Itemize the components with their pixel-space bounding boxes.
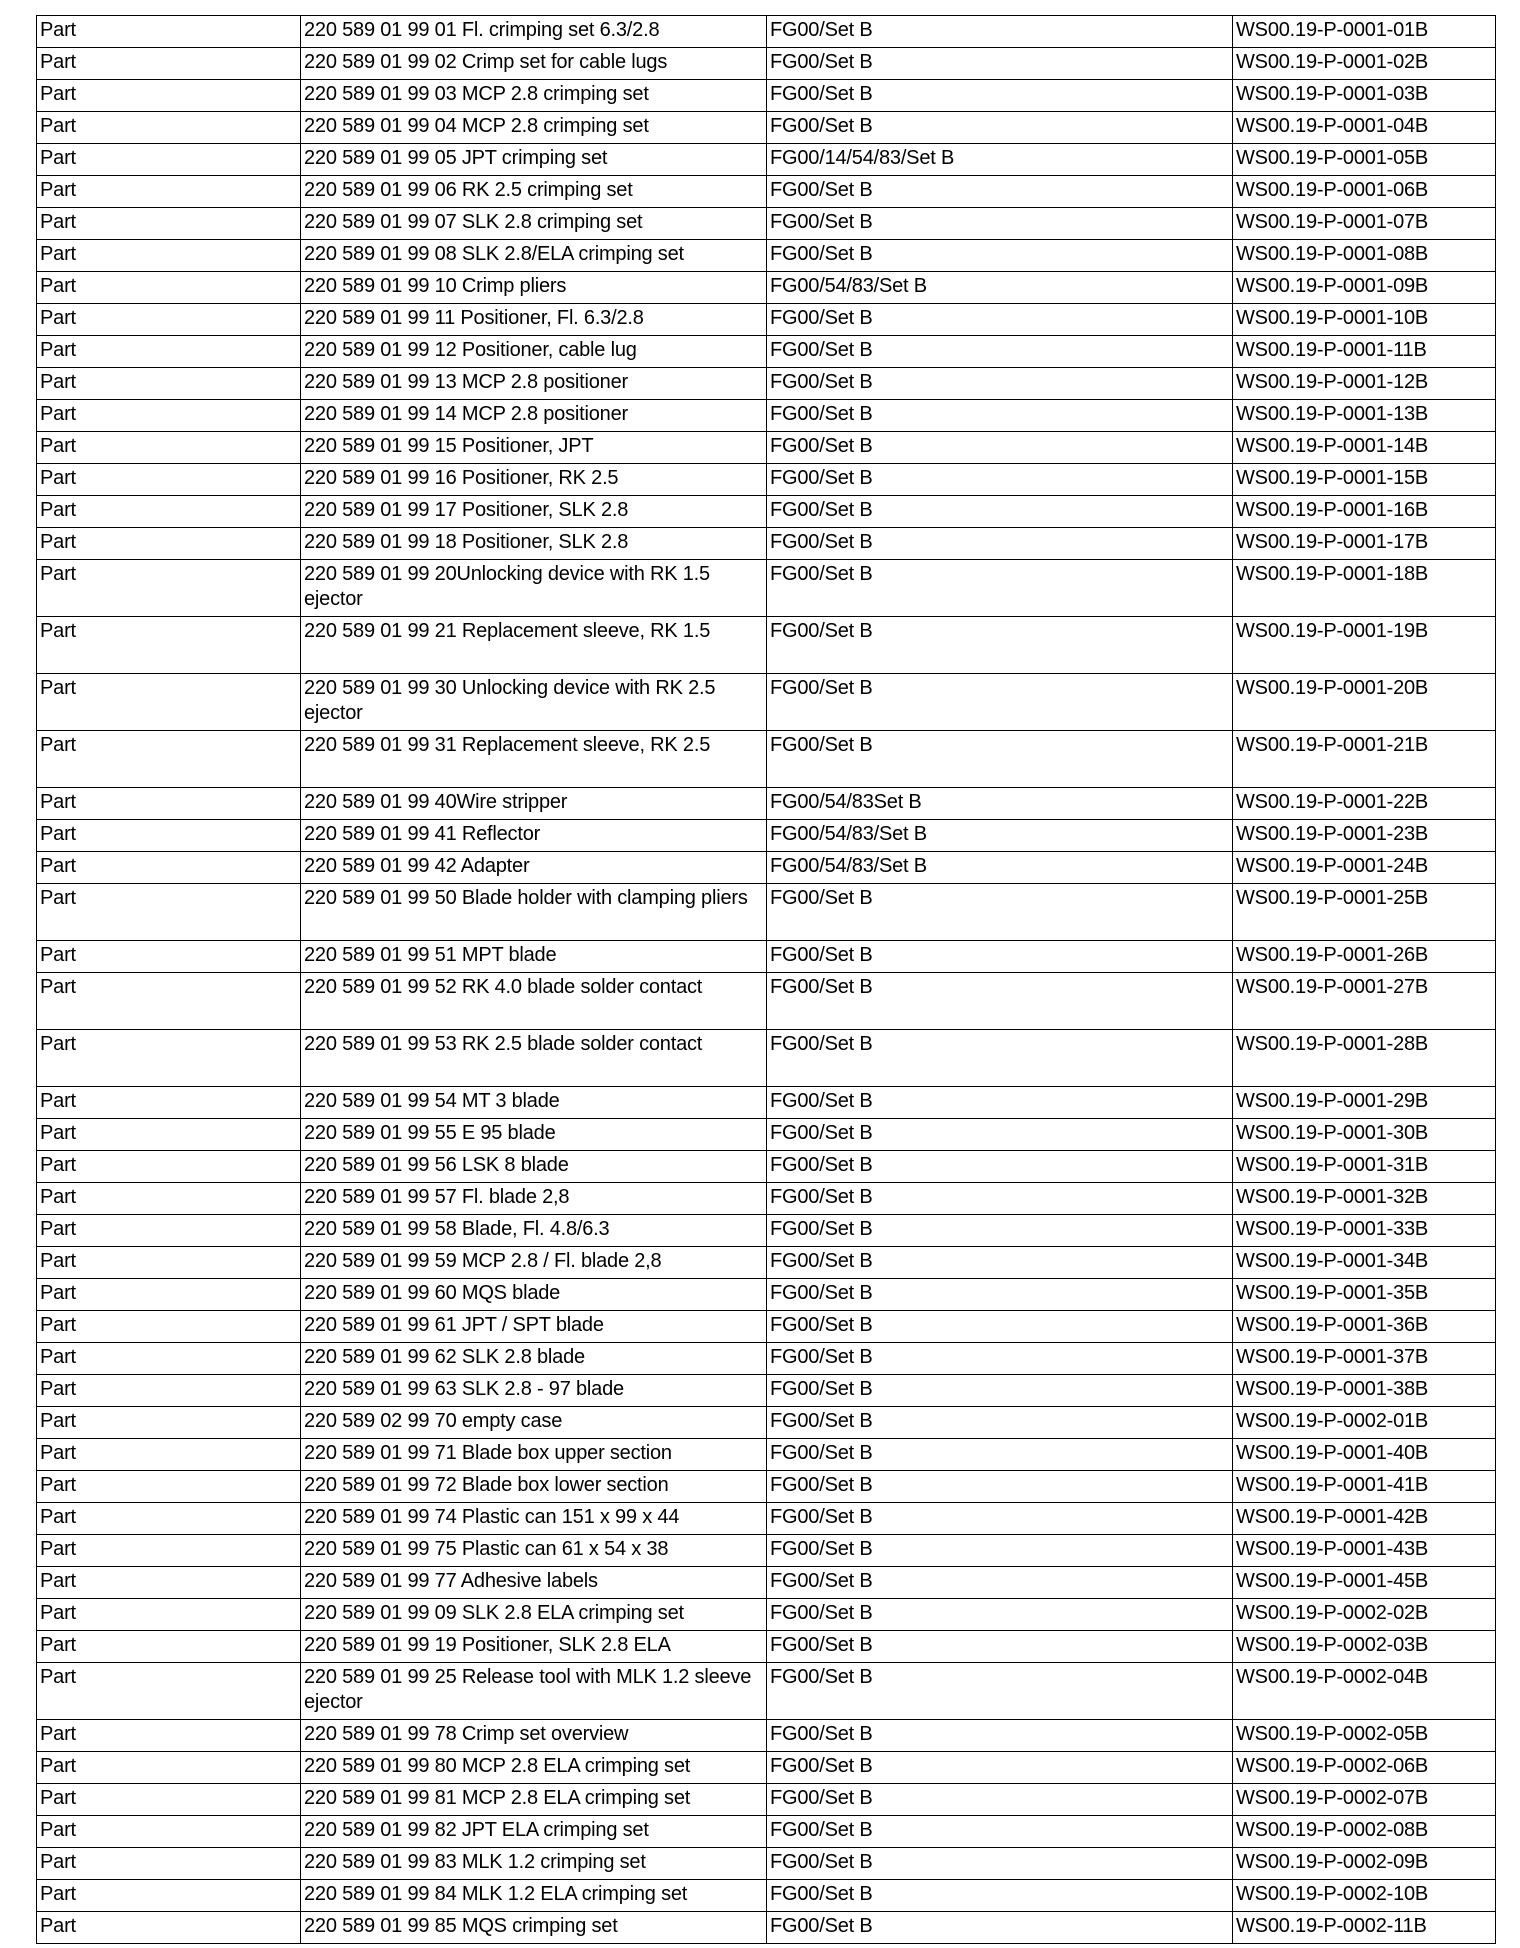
table-row — [37, 1631, 1496, 1663]
cell-description: 220 589 01 99 07 SLK 2.8 crimping set — [301, 208, 767, 240]
cell-group: FG00/Set B — [767, 1912, 1233, 1944]
cell-group: FG00/Set B — [767, 432, 1233, 464]
cell-ws-reference: WS00.19-P-0002-11B — [1233, 1912, 1496, 1944]
cell-type: Part — [37, 1183, 301, 1215]
cell-type: Part — [37, 496, 301, 528]
cell-type: Part — [37, 1631, 301, 1663]
cell-group: FG00/Set B — [767, 1720, 1233, 1752]
cell-type: Part — [37, 1880, 301, 1912]
cell-group: FG00/Set B — [767, 973, 1233, 1030]
cell-group: FG00/Set B — [767, 496, 1233, 528]
cell-ws-reference: WS00.19-P-0002-10B — [1233, 1880, 1496, 1912]
cell-group: FG00/Set B — [767, 1343, 1233, 1375]
table-row — [37, 1848, 1496, 1880]
table-row — [37, 1471, 1496, 1503]
cell-description: 220 589 01 99 63 SLK 2.8 - 97 blade — [301, 1375, 767, 1407]
cell-description: 220 589 01 99 40Wire stripper — [301, 788, 767, 820]
cell-ws-reference: WS00.19-P-0001-24B — [1233, 852, 1496, 884]
cell-group: FG00/Set B — [767, 1030, 1233, 1087]
table-row — [37, 617, 1496, 674]
cell-type: Part — [37, 1599, 301, 1631]
cell-group: FG00/Set B — [767, 1439, 1233, 1471]
cell-type: Part — [37, 1087, 301, 1119]
cell-group: FG00/Set B — [767, 112, 1233, 144]
cell-ws-reference: WS00.19-P-0001-02B — [1233, 48, 1496, 80]
cell-type: Part — [37, 617, 301, 674]
table-row — [37, 1183, 1496, 1215]
cell-description: 220 589 01 99 19 Positioner, SLK 2.8 ELA — [301, 1631, 767, 1663]
table-row — [37, 464, 1496, 496]
cell-ws-reference: WS00.19-P-0001-08B — [1233, 240, 1496, 272]
cell-description: 220 589 01 99 41 Reflector — [301, 820, 767, 852]
cell-description: 220 589 01 99 72 Blade box lower section — [301, 1471, 767, 1503]
cell-description: 220 589 01 99 01 Fl. crimping set 6.3/2.8 — [301, 16, 767, 48]
cell-type: Part — [37, 1752, 301, 1784]
cell-group: FG00/Set B — [767, 1375, 1233, 1407]
cell-group: FG00/Set B — [767, 368, 1233, 400]
cell-ws-reference: WS00.19-P-0001-01B — [1233, 16, 1496, 48]
cell-group: FG00/54/83Set B — [767, 788, 1233, 820]
table-row — [37, 941, 1496, 973]
cell-type: Part — [37, 1215, 301, 1247]
table-row — [37, 1279, 1496, 1311]
cell-ws-reference: WS00.19-P-0002-08B — [1233, 1816, 1496, 1848]
cell-ws-reference: WS00.19-P-0001-09B — [1233, 272, 1496, 304]
cell-group: FG00/Set B — [767, 176, 1233, 208]
cell-ws-reference: WS00.19-P-0001-43B — [1233, 1535, 1496, 1567]
table-row — [37, 1151, 1496, 1183]
cell-ws-reference: WS00.19-P-0001-14B — [1233, 432, 1496, 464]
cell-description: 220 589 01 99 61 JPT / SPT blade — [301, 1311, 767, 1343]
cell-type: Part — [37, 208, 301, 240]
cell-group: FG00/Set B — [767, 1631, 1233, 1663]
cell-ws-reference: WS00.19-P-0001-22B — [1233, 788, 1496, 820]
cell-ws-reference: WS00.19-P-0001-07B — [1233, 208, 1496, 240]
cell-type: Part — [37, 176, 301, 208]
table-row — [37, 731, 1496, 788]
cell-ws-reference: WS00.19-P-0001-13B — [1233, 400, 1496, 432]
cell-type: Part — [37, 1407, 301, 1439]
table-row — [37, 884, 1496, 941]
table-row — [37, 1407, 1496, 1439]
cell-type: Part — [37, 464, 301, 496]
cell-ws-reference: WS00.19-P-0001-32B — [1233, 1183, 1496, 1215]
cell-ws-reference: WS00.19-P-0001-19B — [1233, 617, 1496, 674]
cell-type: Part — [37, 112, 301, 144]
cell-ws-reference: WS00.19-P-0001-29B — [1233, 1087, 1496, 1119]
cell-ws-reference: WS00.19-P-0001-38B — [1233, 1375, 1496, 1407]
table-row — [37, 788, 1496, 820]
cell-description: 220 589 01 99 30 Unlocking device with RK 2.5 ejector — [301, 674, 767, 731]
cell-description: 220 589 01 99 15 Positioner, JPT — [301, 432, 767, 464]
table-row — [37, 852, 1496, 884]
table-row — [37, 1752, 1496, 1784]
cell-ws-reference: WS00.19-P-0002-04B — [1233, 1663, 1496, 1720]
cell-type: Part — [37, 1567, 301, 1599]
cell-type: Part — [37, 368, 301, 400]
table-row — [37, 1503, 1496, 1535]
cell-ws-reference: WS00.19-P-0002-06B — [1233, 1752, 1496, 1784]
cell-description: 220 589 01 99 51 MPT blade — [301, 941, 767, 973]
cell-ws-reference: WS00.19-P-0001-28B — [1233, 1030, 1496, 1087]
cell-description: 220 589 01 99 18 Positioner, SLK 2.8 — [301, 528, 767, 560]
cell-group: FG00/Set B — [767, 1279, 1233, 1311]
table-row — [37, 208, 1496, 240]
cell-description: 220 589 01 99 20Unlocking device with RK 1.5 ejector — [301, 560, 767, 617]
table-row — [37, 1720, 1496, 1752]
cell-description: 220 589 01 99 14 MCP 2.8 positioner — [301, 400, 767, 432]
cell-group: FG00/Set B — [767, 1183, 1233, 1215]
cell-group: FG00/Set B — [767, 1087, 1233, 1119]
cell-type: Part — [37, 731, 301, 788]
table-row — [37, 48, 1496, 80]
table-row — [37, 1663, 1496, 1720]
cell-description: 220 589 01 99 58 Blade, Fl. 4.8/6.3 — [301, 1215, 767, 1247]
cell-ws-reference: WS00.19-P-0002-01B — [1233, 1407, 1496, 1439]
cell-group: FG00/Set B — [767, 1503, 1233, 1535]
cell-description: 220 589 01 99 52 RK 4.0 blade solder contact — [301, 973, 767, 1030]
table-row — [37, 176, 1496, 208]
table-row — [37, 16, 1496, 48]
cell-ws-reference: WS00.19-P-0002-09B — [1233, 1848, 1496, 1880]
cell-description: 220 589 01 99 54 MT 3 blade — [301, 1087, 767, 1119]
cell-ws-reference: WS00.19-P-0001-16B — [1233, 496, 1496, 528]
cell-type: Part — [37, 80, 301, 112]
cell-ws-reference: WS00.19-P-0001-37B — [1233, 1343, 1496, 1375]
cell-group: FG00/Set B — [767, 48, 1233, 80]
cell-group: FG00/Set B — [767, 731, 1233, 788]
table-row — [37, 336, 1496, 368]
cell-group: FG00/Set B — [767, 1119, 1233, 1151]
cell-ws-reference: WS00.19-P-0001-17B — [1233, 528, 1496, 560]
cell-group: FG00/Set B — [767, 1816, 1233, 1848]
cell-group: FG00/Set B — [767, 1151, 1233, 1183]
cell-type: Part — [37, 1439, 301, 1471]
cell-ws-reference: WS00.19-P-0001-35B — [1233, 1279, 1496, 1311]
cell-group: FG00/Set B — [767, 464, 1233, 496]
cell-description: 220 589 01 99 25 Release tool with MLK 1.2 sleeve ejector — [301, 1663, 767, 1720]
cell-description: 220 589 01 99 74 Plastic can 151 x 99 x 44 — [301, 1503, 767, 1535]
cell-ws-reference: WS00.19-P-0001-21B — [1233, 731, 1496, 788]
cell-description: 220 589 01 99 57 Fl. blade 2,8 — [301, 1183, 767, 1215]
cell-type: Part — [37, 336, 301, 368]
table-row — [37, 1439, 1496, 1471]
cell-ws-reference: WS00.19-P-0002-07B — [1233, 1784, 1496, 1816]
cell-type: Part — [37, 240, 301, 272]
cell-type: Part — [37, 1471, 301, 1503]
table-row — [37, 496, 1496, 528]
cell-type: Part — [37, 1535, 301, 1567]
cell-group: FG00/Set B — [767, 617, 1233, 674]
cell-description: 220 589 01 99 62 SLK 2.8 blade — [301, 1343, 767, 1375]
cell-group: FG00/54/83/Set B — [767, 272, 1233, 304]
cell-group: FG00/Set B — [767, 1471, 1233, 1503]
table-row — [37, 1880, 1496, 1912]
table-row — [37, 1343, 1496, 1375]
cell-description: 220 589 01 99 77 Adhesive labels — [301, 1567, 767, 1599]
cell-group: FG00/Set B — [767, 560, 1233, 617]
cell-type: Part — [37, 1343, 301, 1375]
cell-group: FG00/Set B — [767, 304, 1233, 336]
table-row — [37, 1311, 1496, 1343]
cell-group: FG00/Set B — [767, 1407, 1233, 1439]
cell-description: 220 589 01 99 17 Positioner, SLK 2.8 — [301, 496, 767, 528]
cell-type: Part — [37, 1848, 301, 1880]
cell-ws-reference: WS00.19-P-0001-06B — [1233, 176, 1496, 208]
cell-ws-reference: WS00.19-P-0001-18B — [1233, 560, 1496, 617]
cell-ws-reference: WS00.19-P-0001-15B — [1233, 464, 1496, 496]
cell-description: 220 589 01 99 08 SLK 2.8/ELA crimping set — [301, 240, 767, 272]
cell-group: FG00/54/83/Set B — [767, 852, 1233, 884]
cell-ws-reference: WS00.19-P-0001-04B — [1233, 112, 1496, 144]
table-row — [37, 400, 1496, 432]
cell-description: 220 589 01 99 05 JPT crimping set — [301, 144, 767, 176]
cell-type: Part — [37, 1663, 301, 1720]
cell-type: Part — [37, 560, 301, 617]
cell-description: 220 589 01 99 80 MCP 2.8 ELA crimping set — [301, 1752, 767, 1784]
cell-type: Part — [37, 1151, 301, 1183]
cell-group: FG00/Set B — [767, 208, 1233, 240]
cell-description: 220 589 01 99 71 Blade box upper section — [301, 1439, 767, 1471]
cell-description: 220 589 01 99 02 Crimp set for cable lugs — [301, 48, 767, 80]
cell-group: FG00/Set B — [767, 1848, 1233, 1880]
cell-description: 220 589 01 99 60 MQS blade — [301, 1279, 767, 1311]
table-row — [37, 304, 1496, 336]
parts-table — [36, 15, 1496, 1944]
table-row — [37, 1215, 1496, 1247]
table-row — [37, 432, 1496, 464]
cell-description: 220 589 01 99 06 RK 2.5 crimping set — [301, 176, 767, 208]
cell-ws-reference: WS00.19-P-0001-33B — [1233, 1215, 1496, 1247]
cell-ws-reference: WS00.19-P-0002-02B — [1233, 1599, 1496, 1631]
table-row — [37, 1567, 1496, 1599]
table-row — [37, 112, 1496, 144]
table-row — [37, 80, 1496, 112]
cell-group: FG00/Set B — [767, 528, 1233, 560]
cell-description: 220 589 01 99 75 Plastic can 61 x 54 x 38 — [301, 1535, 767, 1567]
table-row — [37, 674, 1496, 731]
cell-group: FG00/Set B — [767, 400, 1233, 432]
table-row — [37, 1087, 1496, 1119]
cell-ws-reference: WS00.19-P-0001-20B — [1233, 674, 1496, 731]
cell-group: FG00/14/54/83/Set B — [767, 144, 1233, 176]
cell-description: 220 589 01 99 84 MLK 1.2 ELA crimping set — [301, 1880, 767, 1912]
cell-type: Part — [37, 1912, 301, 1944]
cell-description: 220 589 01 99 31 Replacement sleeve, RK 2.5 — [301, 731, 767, 788]
cell-ws-reference: WS00.19-P-0001-10B — [1233, 304, 1496, 336]
cell-group: FG00/Set B — [767, 1880, 1233, 1912]
cell-type: Part — [37, 1119, 301, 1151]
table-row — [37, 368, 1496, 400]
cell-ws-reference: WS00.19-P-0001-25B — [1233, 884, 1496, 941]
cell-group: FG00/Set B — [767, 1752, 1233, 1784]
cell-ws-reference: WS00.19-P-0002-05B — [1233, 1720, 1496, 1752]
cell-type: Part — [37, 432, 301, 464]
cell-group: FG00/Set B — [767, 941, 1233, 973]
cell-ws-reference: WS00.19-P-0001-41B — [1233, 1471, 1496, 1503]
cell-description: 220 589 01 99 11 Positioner, Fl. 6.3/2.8 — [301, 304, 767, 336]
cell-description: 220 589 01 99 12 Positioner, cable lug — [301, 336, 767, 368]
table-row — [37, 1784, 1496, 1816]
cell-description: 220 589 01 99 83 MLK 1.2 crimping set — [301, 1848, 767, 1880]
cell-type: Part — [37, 48, 301, 80]
cell-group: FG00/Set B — [767, 674, 1233, 731]
cell-description: 220 589 01 99 16 Positioner, RK 2.5 — [301, 464, 767, 496]
cell-description: 220 589 01 99 56 LSK 8 blade — [301, 1151, 767, 1183]
cell-ws-reference: WS00.19-P-0002-03B — [1233, 1631, 1496, 1663]
table-row — [37, 528, 1496, 560]
cell-group: FG00/Set B — [767, 1311, 1233, 1343]
cell-type: Part — [37, 1311, 301, 1343]
cell-group: FG00/Set B — [767, 1784, 1233, 1816]
cell-type: Part — [37, 674, 301, 731]
cell-type: Part — [37, 973, 301, 1030]
cell-group: FG00/Set B — [767, 240, 1233, 272]
cell-group: FG00/Set B — [767, 16, 1233, 48]
cell-type: Part — [37, 304, 301, 336]
cell-description: 220 589 01 99 82 JPT ELA crimping set — [301, 1816, 767, 1848]
table-row — [37, 1912, 1496, 1944]
cell-ws-reference: WS00.19-P-0001-26B — [1233, 941, 1496, 973]
table-row — [37, 1030, 1496, 1087]
cell-type: Part — [37, 1375, 301, 1407]
table-row — [37, 973, 1496, 1030]
table-row — [37, 1816, 1496, 1848]
cell-group: FG00/Set B — [767, 1599, 1233, 1631]
cell-group: FG00/Set B — [767, 884, 1233, 941]
parts-table-body — [37, 16, 1496, 1944]
table-row — [37, 1375, 1496, 1407]
cell-description: 220 589 01 99 09 SLK 2.8 ELA crimping set — [301, 1599, 767, 1631]
table-row — [37, 144, 1496, 176]
cell-type: Part — [37, 941, 301, 973]
cell-group: FG00/Set B — [767, 1247, 1233, 1279]
table-row — [37, 820, 1496, 852]
cell-type: Part — [37, 884, 301, 941]
cell-ws-reference: WS00.19-P-0001-45B — [1233, 1567, 1496, 1599]
cell-ws-reference: WS00.19-P-0001-11B — [1233, 336, 1496, 368]
cell-description: 220 589 01 99 81 MCP 2.8 ELA crimping set — [301, 1784, 767, 1816]
cell-description: 220 589 01 99 03 MCP 2.8 crimping set — [301, 80, 767, 112]
cell-description: 220 589 01 99 55 E 95 blade — [301, 1119, 767, 1151]
cell-ws-reference: WS00.19-P-0001-27B — [1233, 973, 1496, 1030]
cell-description: 220 589 01 99 21 Replacement sleeve, RK 1.5 — [301, 617, 767, 674]
cell-ws-reference: WS00.19-P-0001-36B — [1233, 1311, 1496, 1343]
cell-ws-reference: WS00.19-P-0001-34B — [1233, 1247, 1496, 1279]
table-row — [37, 1535, 1496, 1567]
cell-type: Part — [37, 1720, 301, 1752]
cell-type: Part — [37, 1030, 301, 1087]
cell-type: Part — [37, 820, 301, 852]
cell-group: FG00/54/83/Set B — [767, 820, 1233, 852]
cell-group: FG00/Set B — [767, 80, 1233, 112]
cell-type: Part — [37, 272, 301, 304]
cell-type: Part — [37, 16, 301, 48]
cell-type: Part — [37, 1279, 301, 1311]
cell-description: 220 589 01 99 04 MCP 2.8 crimping set — [301, 112, 767, 144]
cell-ws-reference: WS00.19-P-0001-30B — [1233, 1119, 1496, 1151]
cell-ws-reference: WS00.19-P-0001-12B — [1233, 368, 1496, 400]
cell-description: 220 589 01 99 59 MCP 2.8 / Fl. blade 2,8 — [301, 1247, 767, 1279]
cell-ws-reference: WS00.19-P-0001-05B — [1233, 144, 1496, 176]
cell-ws-reference: WS00.19-P-0001-23B — [1233, 820, 1496, 852]
cell-group: FG00/Set B — [767, 1535, 1233, 1567]
cell-ws-reference: WS00.19-P-0001-31B — [1233, 1151, 1496, 1183]
cell-description: 220 589 02 99 70 empty case — [301, 1407, 767, 1439]
cell-type: Part — [37, 400, 301, 432]
cell-description: 220 589 01 99 85 MQS crimping set — [301, 1912, 767, 1944]
cell-group: FG00/Set B — [767, 1663, 1233, 1720]
cell-type: Part — [37, 788, 301, 820]
table-row — [37, 1247, 1496, 1279]
cell-description: 220 589 01 99 53 RK 2.5 blade solder contact — [301, 1030, 767, 1087]
cell-description: 220 589 01 99 10 Crimp pliers — [301, 272, 767, 304]
cell-ws-reference: WS00.19-P-0001-40B — [1233, 1439, 1496, 1471]
table-row — [37, 1119, 1496, 1151]
cell-description: 220 589 01 99 42 Adapter — [301, 852, 767, 884]
cell-group: FG00/Set B — [767, 1567, 1233, 1599]
cell-type: Part — [37, 852, 301, 884]
cell-type: Part — [37, 1503, 301, 1535]
table-row — [37, 240, 1496, 272]
table-row — [37, 272, 1496, 304]
cell-type: Part — [37, 1816, 301, 1848]
table-row — [37, 1599, 1496, 1631]
cell-description: 220 589 01 99 78 Crimp set overview — [301, 1720, 767, 1752]
cell-ws-reference: WS00.19-P-0001-42B — [1233, 1503, 1496, 1535]
cell-group: FG00/Set B — [767, 336, 1233, 368]
table-row — [37, 560, 1496, 617]
cell-description: 220 589 01 99 50 Blade holder with clamping pliers — [301, 884, 767, 941]
cell-type: Part — [37, 1247, 301, 1279]
cell-group: FG00/Set B — [767, 1215, 1233, 1247]
cell-type: Part — [37, 1784, 301, 1816]
cell-ws-reference: WS00.19-P-0001-03B — [1233, 80, 1496, 112]
cell-type: Part — [37, 528, 301, 560]
cell-description: 220 589 01 99 13 MCP 2.8 positioner — [301, 368, 767, 400]
cell-type: Part — [37, 144, 301, 176]
